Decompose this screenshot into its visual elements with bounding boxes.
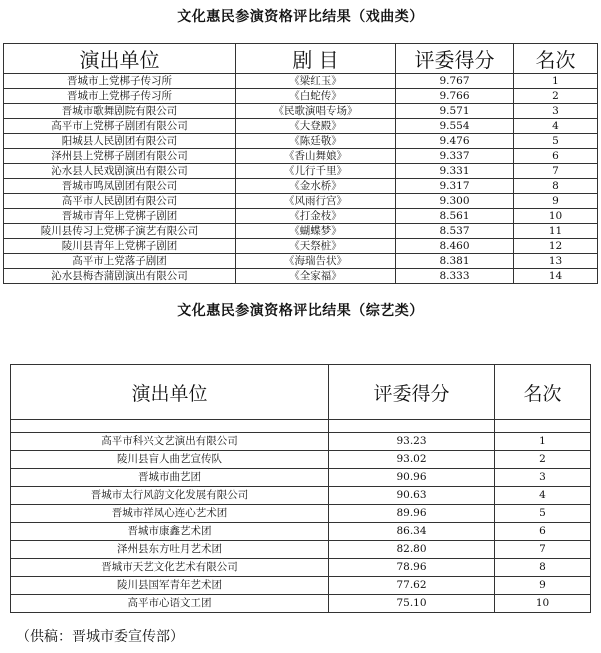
unit-cell: 高平市科兴文艺演出有限公司 [11, 433, 329, 451]
header-rank: 名次 [514, 44, 598, 74]
rank-cell: 12 [514, 239, 598, 254]
header-score: 评委得分 [329, 365, 495, 420]
rank-cell: 10 [495, 595, 591, 613]
score-cell: 90.63 [329, 487, 495, 505]
rank-cell: 11 [514, 224, 598, 239]
score-cell: 8.561 [396, 209, 514, 224]
table-row [4, 119, 598, 134]
unit-cell: 陵川县传习上党梆子演艺有限公司 [4, 224, 236, 239]
table-row [11, 595, 591, 613]
score-cell: 86.34 [329, 523, 495, 541]
program-cell: 《海瑞告状》 [236, 254, 396, 269]
rank-cell: 10 [514, 209, 598, 224]
unit-cell: 陵川县青年上党梆子剧团 [4, 239, 236, 254]
rank-cell: 6 [495, 523, 591, 541]
unit-cell: 晋城市太行风韵文化发展有限公司 [11, 487, 329, 505]
score-cell: 90.96 [329, 469, 495, 487]
score-cell: 9.767 [396, 74, 514, 89]
drama-results-table [3, 43, 598, 284]
rank-cell: 1 [514, 74, 598, 89]
unit-cell: 高平市上党落子剧团 [4, 254, 236, 269]
table-row [4, 74, 598, 89]
score-cell: 9.766 [396, 89, 514, 104]
unit-cell: 晋城市天艺文化艺术有限公司 [11, 559, 329, 577]
score-cell: 8.381 [396, 254, 514, 269]
table-row [11, 577, 591, 595]
table-row [11, 451, 591, 469]
program-cell: 《儿行千里》 [236, 164, 396, 179]
unit-cell: 晋城市康鑫艺术团 [11, 523, 329, 541]
table-row [4, 149, 598, 164]
rank-cell: 9 [514, 194, 598, 209]
program-cell: 《金水桥》 [236, 179, 396, 194]
table-row [4, 224, 598, 239]
program-cell: 《全家福》 [236, 269, 396, 284]
unit-cell: 晋城市青年上党梆子剧团 [4, 209, 236, 224]
rank-cell: 8 [514, 179, 598, 194]
table-row [4, 209, 598, 224]
table-row [4, 239, 598, 254]
program-cell: 《蝴蝶梦》 [236, 224, 396, 239]
rank-cell: 9 [495, 577, 591, 595]
unit-cell: 晋城市上党梆子传习所 [4, 89, 236, 104]
table-row [4, 269, 598, 284]
rank-cell: 3 [495, 469, 591, 487]
table-row [11, 505, 591, 523]
variety-table-title: 文化惠民参演资格评比结果（综艺类） [177, 303, 424, 319]
score-cell: 78.96 [329, 559, 495, 577]
score-cell: 9.554 [396, 119, 514, 134]
blank-row [11, 420, 591, 433]
table-row [4, 179, 598, 194]
drama-table-title: 文化惠民参演资格评比结果（戏曲类） [177, 9, 424, 25]
unit-cell: 陵川县国军青年艺术团 [11, 577, 329, 595]
table-row [11, 469, 591, 487]
unit-cell: 高平市人民剧团有限公司 [4, 194, 236, 209]
program-cell: 《梁红玉》 [236, 74, 396, 89]
variety-header-row [11, 365, 591, 420]
rank-cell: 2 [514, 89, 598, 104]
table-row [11, 433, 591, 451]
score-cell: 9.317 [396, 179, 514, 194]
header-rank: 名次 [495, 365, 591, 420]
score-cell: 93.02 [329, 451, 495, 469]
program-cell: 《白蛇传》 [236, 89, 396, 104]
unit-cell: 陵川县盲人曲艺宣传队 [11, 451, 329, 469]
score-cell: 89.96 [329, 505, 495, 523]
header-program: 剧 目 [236, 44, 396, 74]
score-cell: 9.331 [396, 164, 514, 179]
score-cell: 77.62 [329, 577, 495, 595]
unit-cell: 晋城市祥凤心连心艺术团 [11, 505, 329, 523]
score-cell: 8.333 [396, 269, 514, 284]
table-row [4, 254, 598, 269]
score-cell: 9.571 [396, 104, 514, 119]
unit-cell: 泽州县上党梆子剧团有限公司 [4, 149, 236, 164]
score-cell: 93.23 [329, 433, 495, 451]
program-cell: 《打金枝》 [236, 209, 396, 224]
rank-cell: 5 [514, 134, 598, 149]
score-cell: 82.80 [329, 541, 495, 559]
score-cell: 8.537 [396, 224, 514, 239]
header-unit: 演出单位 [4, 44, 236, 74]
score-cell: 8.460 [396, 239, 514, 254]
program-cell: 《天祭桩》 [236, 239, 396, 254]
unit-cell: 沁水县人民戏剧演出有限公司 [4, 164, 236, 179]
variety-results-table [10, 364, 591, 613]
header-score: 评委得分 [396, 44, 514, 74]
table-row [11, 559, 591, 577]
unit-cell: 高平市上党梆子剧团有限公司 [4, 119, 236, 134]
table-row [4, 89, 598, 104]
score-cell: 9.300 [396, 194, 514, 209]
program-cell: 《大登殿》 [236, 119, 396, 134]
rank-cell: 5 [495, 505, 591, 523]
table-row [4, 194, 598, 209]
table-row [11, 541, 591, 559]
rank-cell: 7 [514, 164, 598, 179]
program-cell: 《民歌演唱专场》 [236, 104, 396, 119]
score-cell: 9.337 [396, 149, 514, 164]
table-row [11, 523, 591, 541]
program-cell: 《香山舞娘》 [236, 149, 396, 164]
rank-cell: 4 [514, 119, 598, 134]
header-unit: 演出单位 [11, 365, 329, 420]
rank-cell: 1 [495, 433, 591, 451]
unit-cell: 泽州县东方吐月艺术团 [11, 541, 329, 559]
rank-cell: 2 [495, 451, 591, 469]
unit-cell: 晋城市上党梆子传习所 [4, 74, 236, 89]
rank-cell: 14 [514, 269, 598, 284]
score-cell: 9.476 [396, 134, 514, 149]
program-cell: 《陈廷敬》 [236, 134, 396, 149]
program-cell: 《风雨行宫》 [236, 194, 396, 209]
source-note: （供稿：晋城市委宣传部） [16, 629, 184, 645]
unit-cell: 晋城市鸣凤剧团有限公司 [4, 179, 236, 194]
rank-cell: 8 [495, 559, 591, 577]
table-row [11, 487, 591, 505]
unit-cell: 晋城市歌舞剧院有限公司 [4, 104, 236, 119]
table-row [4, 134, 598, 149]
unit-cell: 晋城市曲艺团 [11, 469, 329, 487]
table-row [4, 104, 598, 119]
rank-cell: 7 [495, 541, 591, 559]
unit-cell: 阳城县人民剧团有限公司 [4, 134, 236, 149]
rank-cell: 6 [514, 149, 598, 164]
rank-cell: 13 [514, 254, 598, 269]
rank-cell: 4 [495, 487, 591, 505]
score-cell: 75.10 [329, 595, 495, 613]
unit-cell: 沁水县梅杏蒲剧演出有限公司 [4, 269, 236, 284]
rank-cell: 3 [514, 104, 598, 119]
table-row [4, 164, 598, 179]
unit-cell: 高平市心语文工团 [11, 595, 329, 613]
drama-header-row [4, 44, 598, 74]
